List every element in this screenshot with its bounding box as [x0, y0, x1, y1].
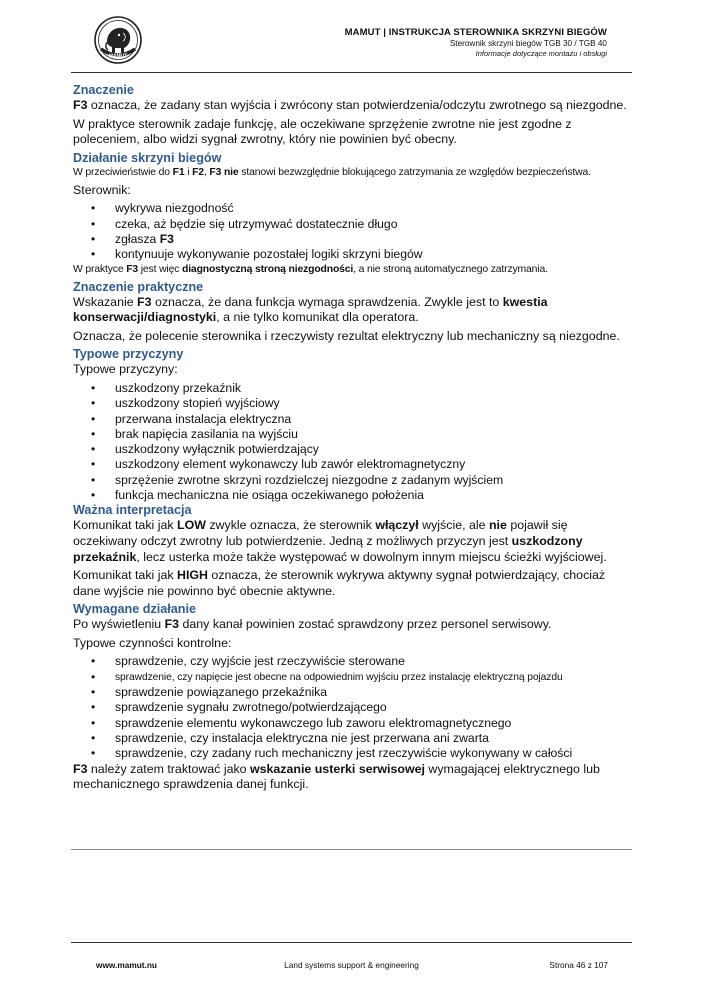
footer-tagline: Land systems support & engineering	[284, 960, 419, 970]
emphasis: diagnostyczną stroną niezgodności	[182, 263, 354, 275]
paragraph	[73, 518, 633, 565]
list-item: • sprawdzenie, czy instalacja elektryczna nie jest przerwana ani zwarta	[115, 731, 633, 746]
paragraph	[73, 568, 633, 599]
text: Po wyświetleniu	[73, 617, 165, 632]
bullet-list	[73, 654, 633, 761]
emphasis: nie	[488, 518, 507, 533]
code-f2: F2	[192, 166, 204, 178]
list-item: • uszkodzony wyłącznik potwierdzający	[115, 442, 633, 457]
list-item: • uszkodzony element wykonawczy lub zawór elektromagnetyczny	[115, 457, 633, 472]
text: Komunikat taki jak	[73, 518, 177, 533]
paragraph	[73, 295, 633, 326]
code-f3: F3	[126, 263, 139, 275]
list-item: • przerwana instalacja elektryczna	[115, 412, 633, 427]
code-f1: F1	[172, 166, 185, 178]
footer-website: www.mamut.nu	[96, 960, 157, 970]
emphasis: kwestia konserwacji/diagnostyki	[73, 294, 548, 325]
paragraph	[73, 762, 633, 793]
text: pojawił się oczekiwany odczyt zwrotny lub potwierdzenie. Jedną z możliwych przyczyn jest	[73, 518, 568, 548]
code-f3: F3	[73, 98, 88, 112]
code-high: HIGH	[177, 568, 208, 583]
list-item: • sprawdzenie, czy zadany ruch mechaniczny jest rzeczywiście wykonywany w całości	[115, 746, 633, 761]
header-divider	[71, 72, 632, 73]
section-heading-dzialanie: Działanie skrzyni biegów	[73, 150, 222, 165]
list-item: • sprawdzenie powiązanego przekaźnika	[115, 685, 633, 700]
emphasis: wskazanie usterki serwisowej	[250, 761, 425, 776]
paragraph	[73, 263, 633, 277]
text: jest więc	[138, 263, 182, 275]
text: W praktyce	[73, 263, 127, 275]
text: wyjście, ale	[418, 518, 489, 533]
paragraph: Typowe przyczyny:	[73, 362, 178, 377]
text: i	[184, 166, 193, 178]
emphasis: uszkodzony przekaźnik	[73, 533, 583, 564]
paragraph	[73, 617, 633, 633]
paragraph	[73, 166, 633, 180]
emphasis: włączył	[375, 518, 419, 533]
code-f3: F3	[164, 617, 180, 632]
footer-divider	[71, 942, 632, 943]
page-header	[127, 27, 607, 59]
footer-page-number: Strona 46 z 107	[549, 960, 608, 970]
section-heading-wazna-interpretacja: Ważna interpretacja	[73, 503, 192, 518]
header-title: MAMUT | INSTRUKCJA STEROWNIKA SKRZYNI BIEGÓW	[344, 27, 607, 38]
section-heading-typowe-przyczyny: Typowe przyczyny	[73, 347, 184, 362]
text: oznacza, że zadany stan wyjścia i zwrócony stan potwierdzenia/odczytu zwrotnego są niezgodne.	[87, 98, 627, 112]
text: Komunikat taki jak	[73, 568, 177, 583]
list-item: • sprawdzenie, czy napięcie jest obecne na odpowiednim wyjściu przez instalację elektryczną pojazdu	[115, 670, 633, 685]
text: ,	[203, 166, 210, 178]
code-f3-nie: F3 nie	[209, 166, 239, 178]
section-heading-znaczenie-praktyczne: Znaczenie praktyczne	[73, 279, 204, 294]
list-item: • sprawdzenie, czy wyjście jest rzeczywiście sterowane	[115, 654, 633, 669]
bullet-list	[73, 381, 633, 503]
text: , lecz usterka może także występować w dowolnym innym miejscu ścieżki wyjściowej.	[136, 549, 607, 564]
list-item: • kontynuuje wykonywanie pozostałej logiki skrzyni biegów	[115, 247, 633, 262]
text: oznacza, że dana funkcja wymaga sprawdzenia. Zwykle jest to	[151, 294, 503, 309]
text: Wskazanie	[73, 294, 138, 309]
paragraph: W praktyce sterownik zadaje funkcję, ale oczekiwane sprzężenie zwrotne nie jest zgodne z poleceniem, albo widzi sygnał zwrotny, który nie powinien być obecny.	[73, 116, 572, 147]
code-low: LOW	[177, 518, 206, 533]
text: oznacza, że sterownik wykrywa aktywny sygnał potwierdzający, chociaż dane wyjście nie powinno być obecnie aktywne.	[73, 568, 606, 598]
list-item: • sprzężenie zwrotne skrzyni rozdzielczej niezgodne z zadanym wyjściem	[115, 473, 633, 488]
list-item	[115, 232, 633, 247]
content-end-divider	[71, 849, 632, 850]
header-subtitle: Sterownik skrzyni biegów TGB 30 / TGB 40	[449, 39, 607, 48]
paragraph: Oznacza, że polecenie sterownika i rzeczywisty rezultat elektryczny lub mechaniczny są niezgodne.	[73, 328, 620, 343]
code-f3: F3	[73, 761, 88, 776]
list-item: • uszkodzony przekaźnik	[115, 381, 633, 396]
list-item: • sprawdzenie elementu wykonawczego lub zaworu elektromagnetycznego	[115, 716, 633, 731]
list-item: • funkcja mechaniczna nie osiąga oczekiwanego położenia	[115, 488, 633, 503]
section-heading-znaczenie: Znaczenie	[73, 83, 134, 97]
paragraph: Sterownik:	[73, 182, 131, 197]
text: , a nie tylko komunikat dla operatora.	[216, 310, 419, 325]
text: zgłasza	[115, 231, 160, 246]
paragraph: Typowe czynności kontrolne:	[73, 635, 232, 650]
paragraph	[73, 98, 633, 114]
header-note: Informacje dotyczące montażu i obsługi	[475, 49, 607, 58]
text: dany kanał powinien zostać sprawdzony przez personel serwisowy.	[179, 617, 552, 632]
list-item: • wykrywa niezgodność	[115, 201, 633, 216]
bullet-list	[73, 201, 633, 262]
list-item: • uszkodzony stopień wyjściowy	[115, 396, 633, 411]
section-heading-wymagane-dzialanie: Wymagane działanie	[73, 602, 196, 617]
list-item: • czeka, aż będzie się utrzymywać dostatecznie długo	[115, 217, 633, 232]
list-item: • brak napięcia zasilania na wyjściu	[115, 427, 633, 442]
code-f3: F3	[137, 294, 152, 309]
text: , a nie stroną automatycznego zatrzymania.	[353, 263, 548, 275]
document-body	[73, 83, 633, 793]
text: W przeciwieństwie do	[73, 166, 173, 178]
list-item: • sprawdzenie sygnału zwrotnego/potwierdzającego	[115, 700, 633, 715]
code-f3: F3	[159, 231, 174, 246]
text: stanowi bezwzględnie blokującego zatrzymania ze względów bezpieczeństwa.	[238, 166, 591, 178]
text: zwykle oznacza, że sterownik	[205, 518, 376, 533]
text: należy zatem traktować jako	[87, 761, 250, 776]
text: wymagającej elektrycznego lub mechanicznego sprawdzenia danej funkcji.	[73, 761, 600, 792]
logo-text: MAMUT	[108, 53, 128, 60]
